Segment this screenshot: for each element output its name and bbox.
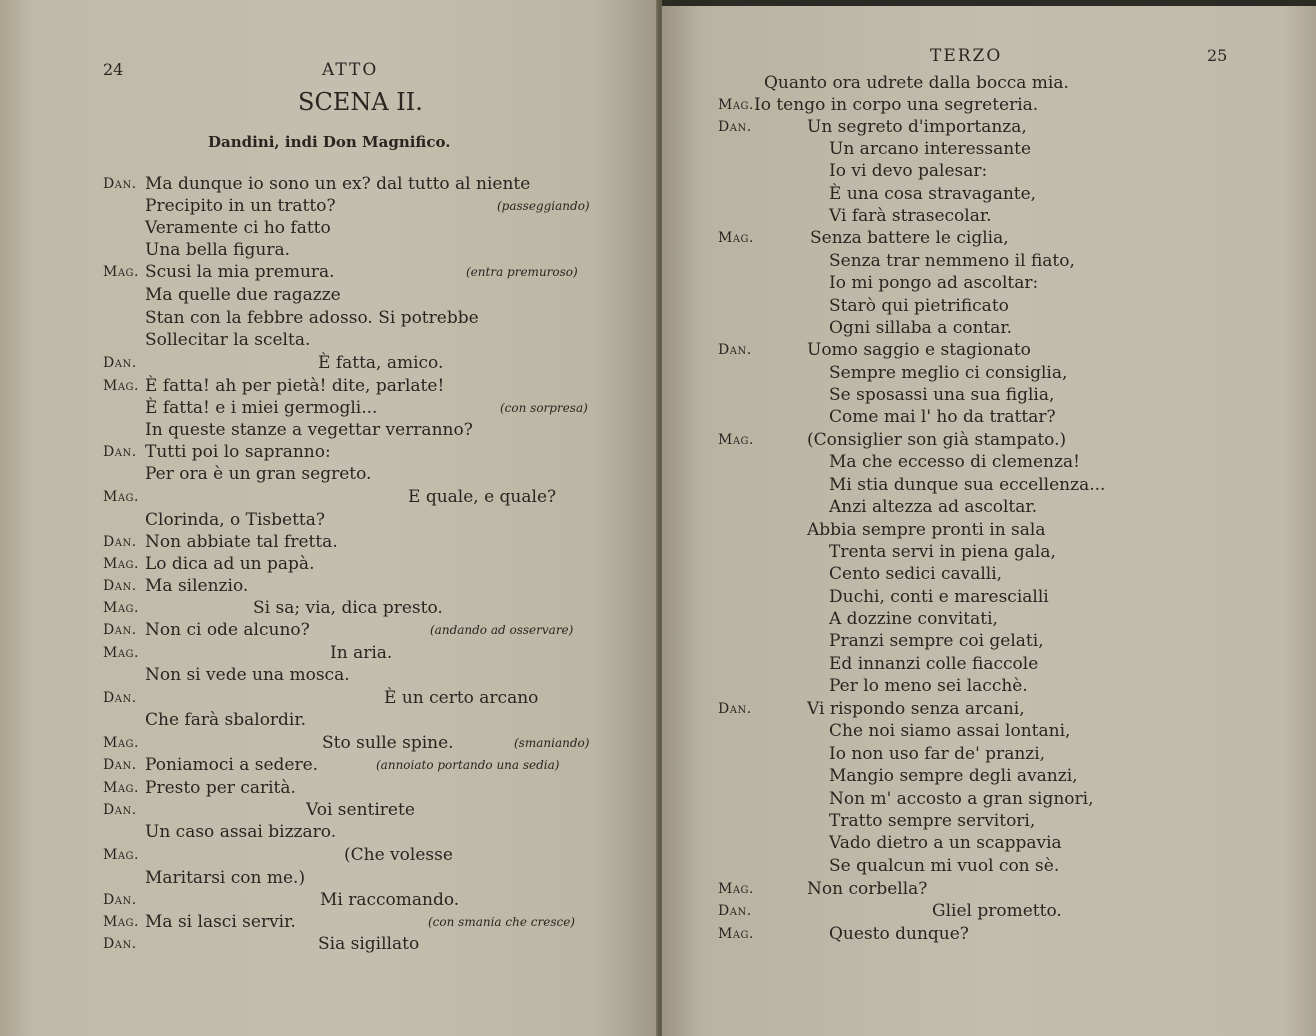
verse-line: Clorinda, o Tisbetta? — [145, 510, 326, 530]
speaker: Dan. — [103, 936, 137, 952]
verse-line: Un arcano interessante — [829, 139, 1032, 159]
verse-line: Mangio sempre degli avanzi, — [829, 766, 1078, 786]
speaker: Dan. — [103, 892, 137, 908]
stage-direction: (passeggiando) — [497, 199, 590, 213]
speaker: Mag. — [718, 97, 754, 113]
speaker: Mag. — [718, 881, 754, 897]
verse-line: Voi sentirete — [306, 800, 415, 820]
verse-line: Non si vede una mosca. — [145, 665, 350, 685]
speaker: Mag. — [103, 264, 139, 280]
verse-line: Io non uso far de' pranzi, — [829, 744, 1046, 764]
verse-line: Ogni sillaba a contar. — [829, 318, 1013, 338]
verse-line: Come mai l' ho da trattar? — [829, 407, 1056, 427]
verse-line: Non ci ode alcuno? — [145, 620, 310, 640]
verse-line: Sempre meglio ci consiglia, — [829, 363, 1068, 383]
speaker: Mag. — [103, 847, 139, 863]
verse-line: (Consiglier son già stampato.) — [807, 430, 1067, 450]
speaker: Mag. — [103, 600, 139, 616]
verse-line: Non abbiate tal fretta. — [145, 532, 338, 552]
verse-line: Io mi pongo ad ascoltar: — [829, 273, 1039, 293]
speaker: Mag. — [103, 914, 139, 930]
verse-line: Ma quelle due ragazze — [145, 285, 341, 305]
stage-direction: (con smania che cresce) — [428, 915, 575, 929]
verse-line: Presto per carità. — [145, 778, 296, 798]
speaker: Dan. — [103, 176, 137, 192]
verse-line: Una bella figura. — [145, 240, 291, 260]
verse-line: Starò qui pietrificato — [829, 296, 1009, 316]
verse-line: Questo dunque? — [829, 924, 969, 944]
verse-line: Ma che eccesso di clemenza! — [829, 452, 1080, 472]
speaker: Mag. — [718, 230, 754, 246]
speaker: Dan. — [103, 802, 137, 818]
speaker: Mag. — [718, 432, 754, 448]
scene-characters: Dandini, indi Don Magnifico. — [208, 133, 451, 151]
verse-line: Veramente ci ho fatto — [145, 218, 331, 238]
running-head: ATTO — [322, 60, 379, 80]
stage-direction: (smaniando) — [514, 736, 590, 750]
verse-line: Un caso assai bizzaro. — [145, 822, 337, 842]
verse-line: Per lo meno sei lacchè. — [829, 676, 1028, 696]
speaker: Mag. — [103, 489, 139, 505]
verse-line: Io vi devo palesar: — [829, 161, 988, 181]
verse-line: Tratto sempre servitori, — [829, 811, 1036, 831]
verse-line: Che noi siamo assai lontani, — [829, 721, 1071, 741]
scene-title: SCENA II. — [298, 88, 423, 116]
verse-line: Anzi altezza ad ascoltar. — [829, 497, 1038, 517]
verse-line: Pranzi sempre coi gelati, — [829, 631, 1044, 651]
verse-line: Gliel prometto. — [932, 901, 1062, 921]
verse-line: A dozzine convitati, — [829, 609, 998, 629]
verse-line: È fatta! ah per pietà! dite, parlate! — [145, 376, 445, 396]
verse-line: Che farà sbalordir. — [145, 710, 307, 730]
page-number: 24 — [103, 60, 124, 79]
verse-line: Vi rispondo senza arcani, — [807, 699, 1025, 719]
verse-line: Ma si lasci servir. — [145, 912, 296, 932]
verse-line: Sollecitar la scelta. — [145, 330, 311, 350]
speaker: Mag. — [103, 556, 139, 572]
verse-line: Per ora è un gran segreto. — [145, 464, 372, 484]
verse-line: Se sposassi una sua figlia, — [829, 385, 1055, 405]
stage-direction: (entra premuroso) — [466, 265, 578, 279]
verse-line: In aria. — [330, 643, 393, 663]
verse-line: Senza battere le ciglia, — [810, 228, 1009, 248]
verse-line: Io tengo in corpo una segreteria. — [754, 95, 1039, 115]
verse-line: Vado dietro a un scappavia — [829, 833, 1062, 853]
stage-direction: (annoiato portando una sedia) — [376, 758, 560, 772]
speaker: Mag. — [103, 378, 139, 394]
verse-line: È un certo arcano — [384, 688, 539, 708]
speaker: Dan. — [718, 342, 752, 358]
verse-line: Vi farà strasecolar. — [829, 206, 992, 226]
speaker: Dan. — [718, 903, 752, 919]
verse-line: Quanto ora udrete dalla bocca mia. — [764, 73, 1069, 93]
verse-line: Lo dica ad un papà. — [145, 554, 315, 574]
verse-line: Duchi, conti e marescialli — [829, 587, 1049, 607]
top-edge — [662, 0, 1316, 6]
speaker: Dan. — [103, 534, 137, 550]
page-number: 25 — [1207, 46, 1228, 65]
verse-line: Sia sigillato — [318, 934, 420, 954]
verse-line: Ma silenzio. — [145, 576, 249, 596]
verse-line: Tutti poi lo sapranno: — [145, 442, 331, 462]
verse-line: Se qualcun mi vuol con sè. — [829, 856, 1060, 876]
speaker: Dan. — [103, 622, 137, 638]
speaker: Mag. — [103, 780, 139, 796]
verse-line: Abbia sempre pronti in sala — [807, 520, 1046, 540]
verse-line: Non corbella? — [807, 879, 928, 899]
verse-line: Ma dunque io sono un ex? dal tutto al niente — [145, 174, 531, 194]
speaker: Mag. — [718, 926, 754, 942]
running-head: TERZO — [930, 46, 1003, 66]
stage-direction: (con sorpresa) — [500, 401, 588, 415]
verse-line: Scusi la mia premura. — [145, 262, 335, 282]
verse-line: Maritarsi con me.) — [145, 868, 306, 888]
verse-line: Poniamoci a sedere. — [145, 755, 319, 775]
verse-line: Cento sedici cavalli, — [829, 564, 1003, 584]
verse-line: È fatta! e i miei germogli... — [145, 398, 378, 418]
verse-line: Un segreto d'importanza, — [807, 117, 1027, 137]
verse-line: È fatta, amico. — [318, 353, 444, 373]
verse-line: Non m' accosto a gran signori, — [829, 789, 1094, 809]
verse-line: Si sa; via, dica presto. — [253, 598, 443, 618]
speaker: Dan. — [103, 444, 137, 460]
verse-line: In queste stanze a vegettar verranno? — [145, 420, 473, 440]
speaker: Dan. — [103, 757, 137, 773]
speaker: Dan. — [718, 701, 752, 717]
right-page — [662, 0, 1316, 1036]
stage-direction: (andando ad osservare) — [430, 623, 574, 637]
speaker: Mag. — [103, 645, 139, 661]
speaker: Dan. — [103, 578, 137, 594]
verse-line: Senza trar nemmeno il fiato, — [829, 251, 1075, 271]
verse-line: Trenta servi in piena gala, — [829, 542, 1056, 562]
speaker: Dan. — [103, 355, 137, 371]
verse-line: Stan con la febbre adosso. Si potrebbe — [145, 308, 479, 328]
verse-line: E quale, e quale? — [408, 487, 557, 507]
verse-line: Precipito in un tratto? — [145, 196, 336, 216]
speaker: Mag. — [103, 735, 139, 751]
verse-line: Ed innanzi colle fiaccole — [829, 654, 1039, 674]
verse-line: Uomo saggio e stagionato — [807, 340, 1031, 360]
verse-line: Sto sulle spine. — [322, 733, 454, 753]
speaker: Dan. — [718, 119, 752, 135]
speaker: Dan. — [103, 690, 137, 706]
verse-line: Mi raccomando. — [320, 890, 460, 910]
verse-line: È una cosa stravagante, — [829, 184, 1037, 204]
verse-line: (Che volesse — [344, 845, 453, 865]
verse-line: Mi stia dunque sua eccellenza... — [829, 475, 1106, 495]
